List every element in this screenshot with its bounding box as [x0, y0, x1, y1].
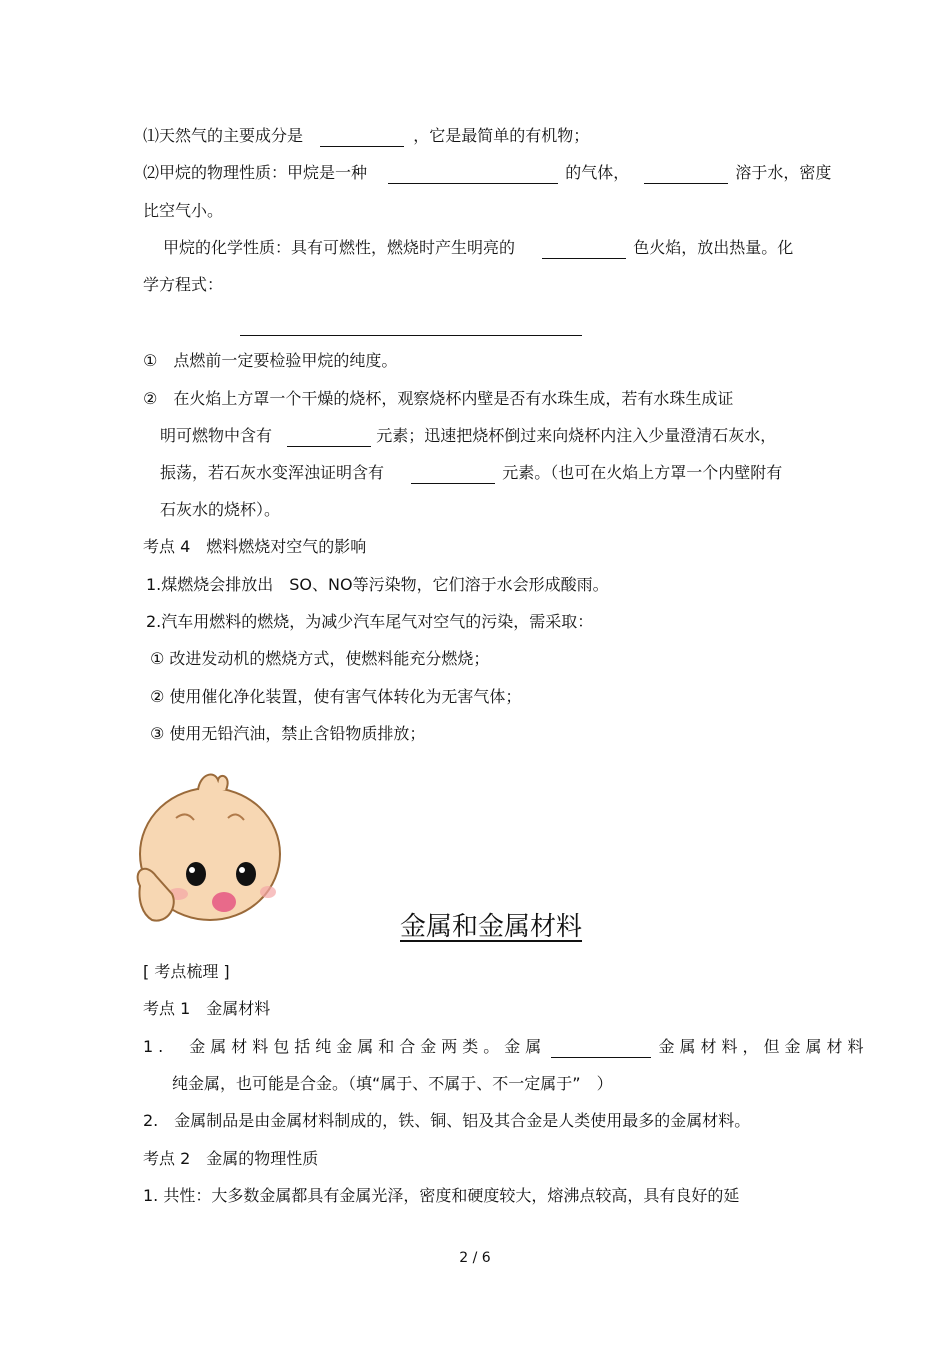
text: ，它是最简单的有机物； [413, 126, 590, 145]
item-4-2c: ③ 使用无铅汽油，禁止含铅物质排放； [150, 724, 426, 743]
fill-blank[interactable] [320, 128, 404, 147]
page-number: 2 / 6 [459, 1250, 491, 1266]
line-3: 比空气小。 [143, 201, 224, 220]
fill-blank[interactable] [411, 465, 495, 484]
text: 1. 金属材料包括纯金属和合金两类。金属 [143, 1037, 547, 1056]
line-9 [160, 425, 776, 447]
item-4-1: 1.煤燃烧会排放出 SO、NO等污染物，它们溶于水会形成酸雨。 [146, 575, 609, 594]
line-1 [143, 125, 589, 147]
item-1-1 [143, 1036, 868, 1058]
text: 元素；迅速把烧杯倒过来向烧杯内注入少量澄清石灰水， [376, 426, 777, 445]
line-5: 学方程式： [143, 275, 224, 294]
section-heading-2: 考点 2 金属的物理性质 [143, 1149, 319, 1168]
item-1-1-cont: 纯金属，也可能是合金。（填“属于、不属于、不一定属于” ） [172, 1074, 613, 1093]
review-label: [ 考点梳理 ] [143, 962, 230, 981]
line-7: ① 点燃前一定要检验甲烷的纯度。 [143, 351, 398, 370]
line-4 [163, 237, 793, 259]
chapter-title: 金属和金属材料 [400, 912, 583, 942]
text: 振荡，若石灰水变浑浊证明含有 [160, 463, 385, 482]
text: 元素。（也可在火焰上方罩一个内壁附有 [502, 463, 783, 482]
text: 甲烷的化学性质：具有可燃性，燃烧时产生明亮的 [163, 238, 516, 257]
text: 明可燃物中含有 [160, 426, 273, 445]
fill-blank[interactable] [551, 1039, 651, 1058]
item-4-2: 2.汽车用燃料的燃烧，为减少汽车尾气对空气的污染，需采取： [146, 612, 594, 631]
text: 金属材料，但金属材料 [658, 1037, 869, 1056]
fill-blank[interactable] [287, 428, 371, 447]
item-1-2: 2. 金属制品是由金属材料制成的，铁、铜、铝及其合金是人类使用最多的金属材料。 [143, 1111, 751, 1130]
fill-blank[interactable] [644, 165, 728, 184]
line-11: 石灰水的烧杯）。 [160, 500, 281, 519]
line-2 [143, 162, 831, 184]
section-heading-4: 考点 4 燃料燃烧对空气的影响 [143, 537, 367, 556]
fill-blank[interactable] [388, 165, 558, 184]
item-4-2b: ② 使用催化净化装置，使有害气体转化为无害气体； [150, 687, 522, 706]
text: ⑵甲烷的物理性质：甲烷是一种 [143, 163, 368, 182]
line-10 [160, 462, 782, 484]
text: 的气体， [565, 163, 630, 182]
section-heading-1: 考点 1 金属材料 [143, 999, 271, 1018]
equation-blank[interactable] [240, 335, 582, 336]
text: ⑴天然气的主要成分是 [143, 126, 304, 145]
item-4-2a: ① 改进发动机的燃烧方式，使燃料能充分燃烧； [150, 649, 490, 668]
item-2-1: 1. 共性：大多数金属都具有金属光泽，密度和硬度较大，熔沸点较高，具有良好的延 [143, 1186, 740, 1205]
text: 溶于水，密度 [735, 163, 832, 182]
baby-cartoon-image [128, 766, 288, 926]
text: 色火焰，放出热量。化 [633, 238, 794, 257]
line-8: ② 在火焰上方罩一个干燥的烧杯，观察烧杯内壁是否有水珠生成，若有水珠生成证 [143, 389, 734, 408]
fill-blank[interactable] [542, 240, 626, 259]
